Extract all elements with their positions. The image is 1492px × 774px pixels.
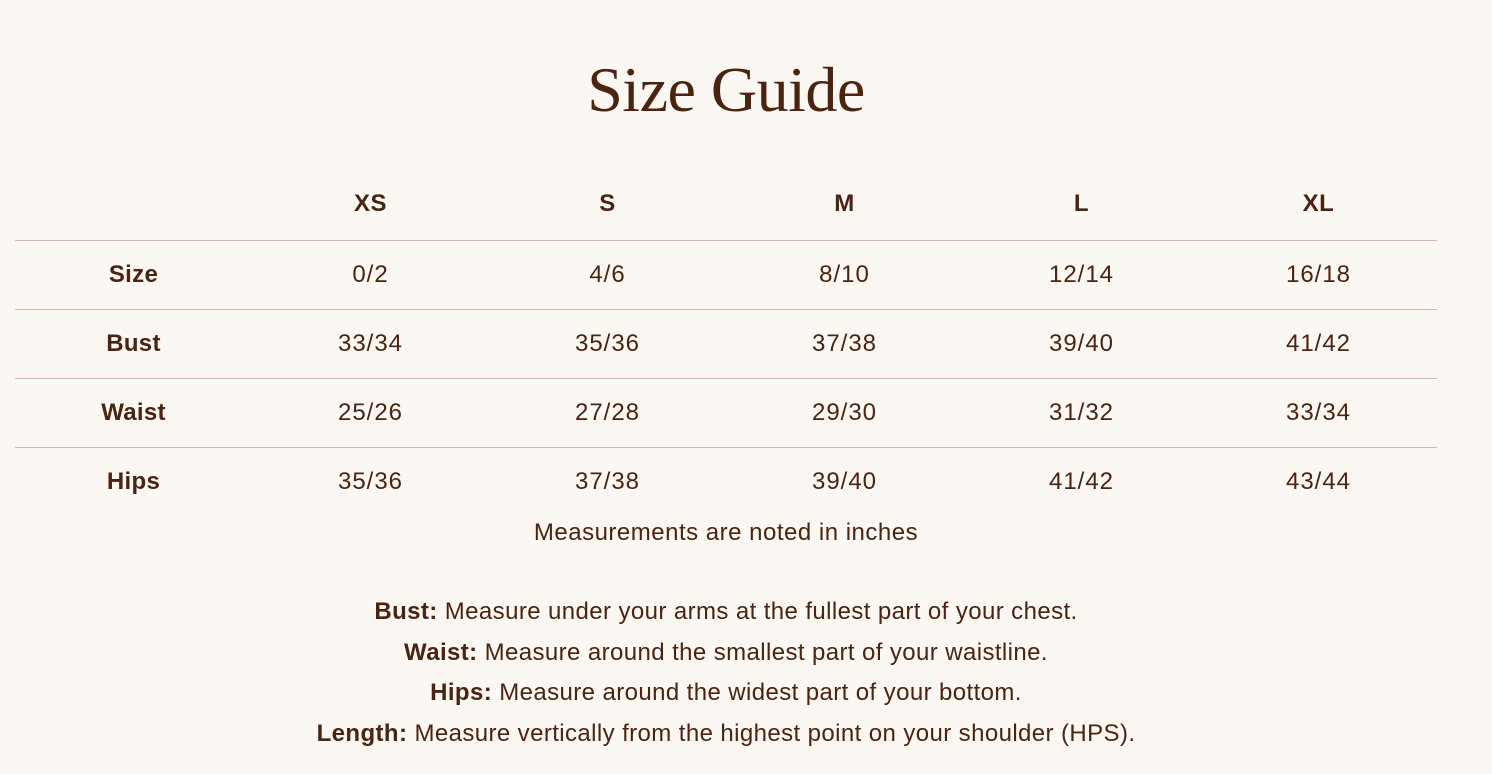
table-cell: 27/28 xyxy=(489,379,726,448)
table-cell: 41/42 xyxy=(963,448,1200,517)
row-label: Bust xyxy=(15,310,252,379)
definition-term: Hips: xyxy=(430,679,493,706)
table-row-hips xyxy=(15,448,1437,517)
table-cell: 33/34 xyxy=(252,310,489,379)
table-cell: 39/40 xyxy=(963,310,1200,379)
table-cell: 39/40 xyxy=(726,448,963,517)
table-cell: 25/26 xyxy=(252,379,489,448)
definition-waist xyxy=(0,633,1452,674)
column-header-s: S xyxy=(599,190,616,217)
row-label: Size xyxy=(15,241,252,310)
header-corner xyxy=(15,168,252,241)
table-cell: 16/18 xyxy=(1200,241,1437,310)
table-cell: 29/30 xyxy=(726,379,963,448)
table-cell: 12/14 xyxy=(963,241,1200,310)
page-title: Size Guide xyxy=(587,54,865,125)
definition-text: Measure around the widest part of your bottom. xyxy=(499,679,1022,706)
definition-term: Bust: xyxy=(374,598,438,625)
table-cell: 41/42 xyxy=(1200,310,1437,379)
measurement-definitions xyxy=(0,592,1452,754)
table-cell: 0/2 xyxy=(252,241,489,310)
table-cell: 35/36 xyxy=(489,310,726,379)
table-cell: 43/44 xyxy=(1200,448,1437,517)
size-header-row xyxy=(15,168,1437,241)
row-label: Hips xyxy=(15,448,252,517)
row-label: Waist xyxy=(15,379,252,448)
column-header-xs: XS xyxy=(353,190,387,217)
definition-text: Measure vertically from the highest point on your shoulder (HPS). xyxy=(414,719,1136,747)
definition-term: Length: xyxy=(316,719,408,747)
definition-bust xyxy=(0,592,1452,633)
definition-text: Measure under your arms at the fullest part of your chest. xyxy=(444,598,1078,625)
table-cell: 37/38 xyxy=(726,310,963,379)
column-header-l: L xyxy=(1073,190,1090,217)
definition-length xyxy=(0,714,1452,755)
table-row-waist xyxy=(15,379,1437,448)
table-cell: 35/36 xyxy=(252,448,489,517)
definition-hips xyxy=(0,673,1452,714)
table-cell: 31/32 xyxy=(963,379,1200,448)
size-chart-table xyxy=(15,168,1437,516)
table-cell: 33/34 xyxy=(1200,379,1437,448)
table-cell: 37/38 xyxy=(489,448,726,517)
column-header-m: M xyxy=(834,190,855,217)
definition-text: Measure around the smallest part of your waistline. xyxy=(484,638,1048,666)
definition-term: Waist: xyxy=(404,638,478,666)
table-cell: 4/6 xyxy=(489,241,726,310)
table-cell: 8/10 xyxy=(726,241,963,310)
measurement-unit-note: Measurements are noted in inches xyxy=(533,519,919,546)
table-row-size xyxy=(15,241,1437,310)
column-header-xl: XL xyxy=(1302,190,1335,217)
table-row-bust xyxy=(15,310,1437,379)
